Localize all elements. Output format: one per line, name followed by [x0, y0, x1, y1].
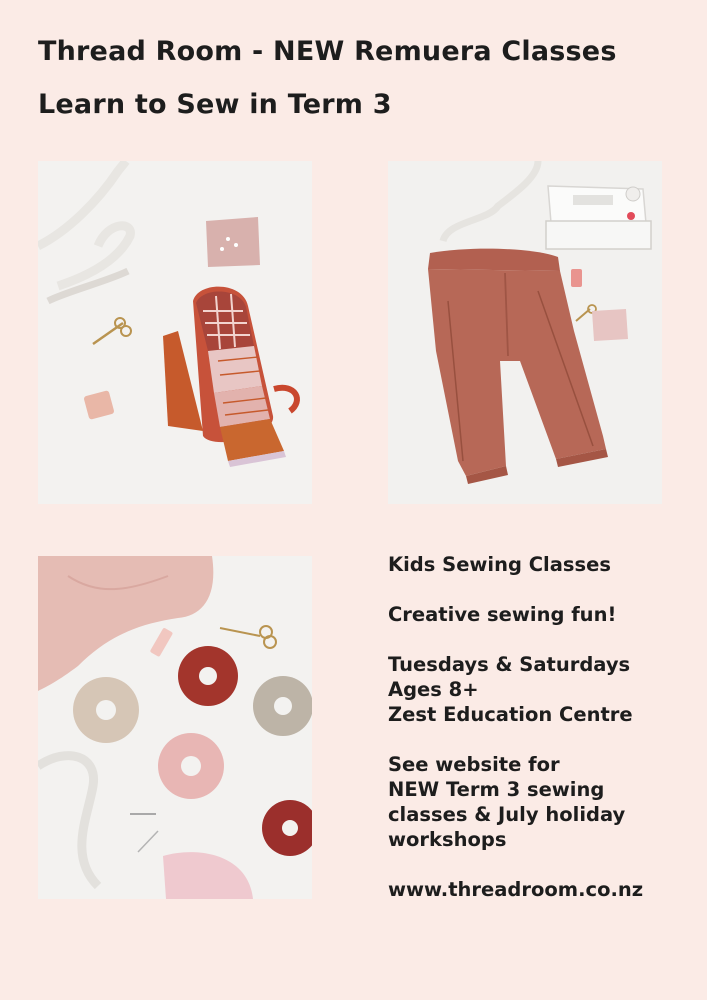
- class-info: [388, 552, 688, 902]
- schedule-venue: Zest Education Centre: [388, 703, 633, 726]
- heading: Kids Sewing Classes: [388, 553, 611, 576]
- page-title: Thread Room - NEW Remuera Classes: [38, 36, 617, 67]
- trousers-sewing-machine-photo: [388, 161, 662, 504]
- page-subtitle: Learn to Sew in Term 3: [38, 89, 392, 120]
- tagline: Creative sewing fun!: [388, 603, 617, 626]
- oven-mitt-photo: [38, 161, 312, 504]
- website-note-line: classes & July holiday: [388, 803, 626, 826]
- website-note-line: workshops: [388, 828, 507, 851]
- website-note-line: NEW Term 3 sewing: [388, 778, 605, 801]
- schedule-days: Tuesdays & Saturdays: [388, 653, 631, 676]
- scrunchies-photo: [38, 556, 312, 899]
- website-url[interactable]: www.threadroom.co.nz: [388, 878, 644, 901]
- schedule-ages: Ages 8+: [388, 678, 479, 701]
- website-note-line: See website for: [388, 753, 560, 776]
